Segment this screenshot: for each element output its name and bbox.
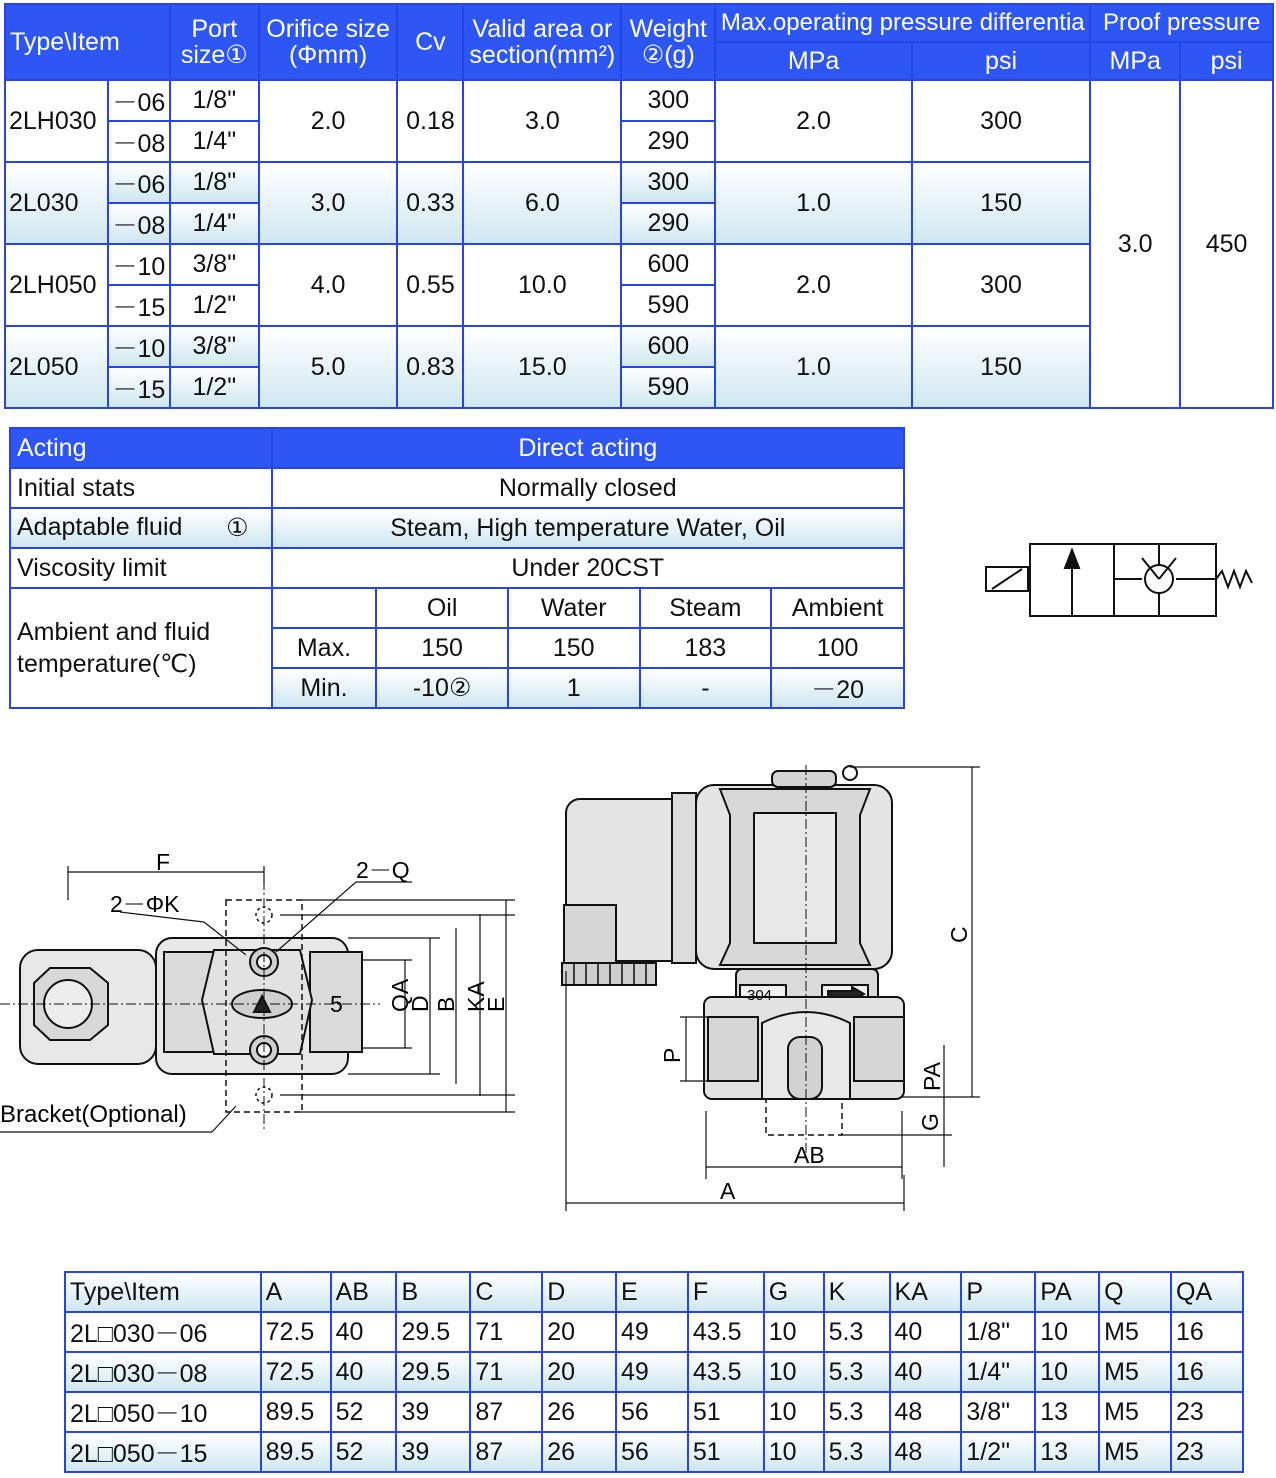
dims-cell: 23 bbox=[1171, 1392, 1243, 1432]
orifice-size: 2.0 bbox=[259, 80, 398, 162]
dim-label-ab: AB bbox=[794, 1142, 825, 1168]
temp-max-ambient: 100 bbox=[771, 628, 904, 668]
max-pressure-mpa: 1.0 bbox=[715, 162, 912, 244]
initial-stats-value: Normally closed bbox=[272, 468, 904, 508]
dim-label-qa: QA bbox=[387, 978, 413, 1012]
dims-header: P bbox=[961, 1272, 1035, 1312]
port-size: 1/2" bbox=[170, 285, 259, 326]
dims-cell: 56 bbox=[616, 1432, 688, 1472]
port-size: 1/4" bbox=[170, 203, 259, 244]
model-name: 2L050 bbox=[5, 326, 108, 408]
adaptable-fluid-note: ① bbox=[226, 514, 249, 542]
orifice-size: 3.0 bbox=[259, 162, 398, 244]
dims-header: QA bbox=[1171, 1272, 1243, 1312]
dims-cell: 89.5 bbox=[261, 1432, 331, 1472]
dims-cell: 40 bbox=[331, 1352, 397, 1392]
dims-cell: 89.5 bbox=[261, 1392, 331, 1432]
temp-min-oil: -10② bbox=[376, 668, 508, 708]
max-pressure-psi: 150 bbox=[912, 326, 1091, 408]
model-suffix: －10 bbox=[108, 244, 170, 285]
dim-label-b: B bbox=[433, 996, 459, 1012]
viscosity-value: Under 20CST bbox=[272, 548, 904, 588]
initial-stats-label: Initial stats bbox=[10, 468, 272, 508]
temperature-label-line1: Ambient and fluid bbox=[17, 617, 211, 646]
acting-value: Direct acting bbox=[272, 428, 904, 468]
dims-cell: 43.5 bbox=[688, 1352, 764, 1392]
valid-area: 6.0 bbox=[463, 162, 621, 244]
dims-cell: 87 bbox=[470, 1432, 542, 1472]
max-pressure-psi: 150 bbox=[912, 162, 1091, 244]
dims-cell: 23 bbox=[1171, 1432, 1243, 1472]
dims-cell: 49 bbox=[616, 1352, 688, 1392]
dims-cell: 26 bbox=[542, 1392, 616, 1432]
dims-header: C bbox=[470, 1272, 542, 1312]
dims-cell: 40 bbox=[890, 1352, 962, 1392]
dims-cell: 40 bbox=[331, 1312, 397, 1352]
max-pressure-psi: 300 bbox=[912, 80, 1091, 162]
model-suffix: －06 bbox=[108, 162, 170, 203]
dims-cell: 40 bbox=[890, 1312, 962, 1352]
weight: 600 bbox=[621, 244, 715, 285]
spring-icon bbox=[1216, 571, 1252, 587]
dim-label-five: 5 bbox=[330, 991, 343, 1017]
weight: 300 bbox=[621, 162, 715, 203]
dims-cell: 1/2" bbox=[961, 1432, 1035, 1472]
dims-cell: 1/8" bbox=[961, 1312, 1035, 1352]
model-suffix: －06 bbox=[108, 80, 170, 121]
dims-cell: 2L□050－15 bbox=[65, 1432, 261, 1472]
adaptable-fluid-text: Adaptable fluid bbox=[17, 513, 183, 541]
port-size: 1/4" bbox=[170, 121, 259, 162]
dims-header: Q bbox=[1099, 1272, 1171, 1312]
temp-min-water: 1 bbox=[508, 668, 640, 708]
dims-cell: 39 bbox=[396, 1392, 470, 1432]
dims-cell: 10 bbox=[1035, 1312, 1099, 1352]
header-cv: Cv bbox=[397, 4, 463, 80]
header-valid-area: Valid area or section(mm²) bbox=[463, 4, 621, 80]
dims-cell: 2L□030－08 bbox=[65, 1352, 261, 1392]
dims-header: F bbox=[688, 1272, 764, 1312]
dims-cell: 16 bbox=[1171, 1352, 1243, 1392]
dim-label-a: A bbox=[720, 1178, 736, 1204]
dims-cell: 5.3 bbox=[824, 1312, 890, 1352]
acting-label: Acting bbox=[10, 428, 272, 468]
temp-header-blank bbox=[272, 588, 377, 628]
dims-header: D bbox=[542, 1272, 616, 1312]
dims-cell: 1/4" bbox=[961, 1352, 1035, 1392]
table-row bbox=[65, 1432, 1243, 1472]
dims-cell: 10 bbox=[1035, 1352, 1099, 1392]
spec-table bbox=[4, 3, 1274, 409]
dim-label-q: 2－Q bbox=[356, 857, 410, 883]
temp-min-label: Min. bbox=[272, 668, 377, 708]
dims-cell: M5 bbox=[1099, 1352, 1171, 1392]
model-name: 2LH030 bbox=[5, 80, 108, 162]
dims-cell: 72.5 bbox=[261, 1352, 331, 1392]
header-proof-pressure: Proof pressure bbox=[1090, 4, 1273, 42]
dims-cell: 10 bbox=[764, 1312, 824, 1352]
side-view-drawing bbox=[540, 755, 980, 1215]
model-suffix: －15 bbox=[108, 367, 170, 408]
model-suffix: －08 bbox=[108, 203, 170, 244]
header-weight: Weight ②(g) bbox=[621, 4, 715, 80]
dims-cell: 3/8" bbox=[961, 1392, 1035, 1432]
dim-label-k: 2－ΦK bbox=[110, 891, 180, 917]
dims-cell: 51 bbox=[688, 1392, 764, 1432]
proof-pressure-psi: 450 bbox=[1180, 80, 1273, 408]
proof-pressure-mpa: 3.0 bbox=[1090, 80, 1180, 408]
dims-header: K bbox=[824, 1272, 890, 1312]
header-proof-psi: psi bbox=[1180, 42, 1273, 80]
temp-col-oil: Oil bbox=[376, 588, 508, 628]
max-pressure-mpa: 2.0 bbox=[715, 244, 912, 326]
dims-cell: 10 bbox=[764, 1392, 824, 1432]
dims-cell: 71 bbox=[470, 1352, 542, 1392]
dims-cell: 26 bbox=[542, 1432, 616, 1472]
model-suffix: －08 bbox=[108, 121, 170, 162]
temp-col-ambient: Ambient bbox=[771, 588, 904, 628]
dims-cell: 43.5 bbox=[688, 1312, 764, 1352]
table-row bbox=[65, 1352, 1243, 1392]
weight: 290 bbox=[621, 121, 715, 162]
dims-cell: M5 bbox=[1099, 1392, 1171, 1432]
temp-min-ambient: －20 bbox=[771, 668, 904, 708]
header-max-pressure: Max.operating pressure differentia bbox=[715, 4, 1090, 42]
dims-cell: 20 bbox=[542, 1352, 616, 1392]
dim-label-ka: KA bbox=[463, 981, 489, 1012]
dims-header: Type\Item bbox=[65, 1272, 261, 1312]
dims-cell: 56 bbox=[616, 1392, 688, 1432]
header-port-size: Port size① bbox=[170, 4, 259, 80]
dims-cell: 29.5 bbox=[396, 1352, 470, 1392]
dims-cell: 39 bbox=[396, 1432, 470, 1472]
model-suffix: －10 bbox=[108, 326, 170, 367]
dims-cell: 48 bbox=[890, 1392, 962, 1432]
dimensions-table bbox=[64, 1271, 1244, 1473]
max-pressure-mpa: 2.0 bbox=[715, 80, 912, 162]
dims-cell: 48 bbox=[890, 1432, 962, 1472]
orifice-size: 4.0 bbox=[259, 244, 398, 326]
dims-cell: 71 bbox=[470, 1312, 542, 1352]
dims-header-row bbox=[65, 1272, 1243, 1312]
port-size: 1/8" bbox=[170, 162, 259, 203]
dims-header: A bbox=[261, 1272, 331, 1312]
dims-cell: 29.5 bbox=[396, 1312, 470, 1352]
dims-cell: 5.3 bbox=[824, 1392, 890, 1432]
valve-symbol bbox=[980, 538, 1260, 624]
dims-cell: 49 bbox=[616, 1312, 688, 1352]
temp-col-steam: Steam bbox=[640, 588, 772, 628]
port-size: 3/8" bbox=[170, 326, 259, 367]
weight: 590 bbox=[621, 285, 715, 326]
weight: 590 bbox=[621, 367, 715, 408]
acting-table bbox=[9, 427, 905, 709]
dims-cell: 52 bbox=[331, 1432, 397, 1472]
dims-cell: 2L□050－10 bbox=[65, 1392, 261, 1432]
dim-label-c: C bbox=[946, 926, 972, 943]
dim-label-g: G bbox=[917, 1113, 943, 1131]
dims-header: B bbox=[396, 1272, 470, 1312]
dims-cell: 20 bbox=[542, 1312, 616, 1352]
weight: 300 bbox=[621, 80, 715, 121]
header-proof-mpa: MPa bbox=[1090, 42, 1180, 80]
dims-cell: 5.3 bbox=[824, 1432, 890, 1472]
dims-cell: 51 bbox=[688, 1432, 764, 1472]
dims-cell: 16 bbox=[1171, 1312, 1243, 1352]
temp-max-steam: 183 bbox=[640, 628, 772, 668]
temp-col-water: Water bbox=[508, 588, 640, 628]
temp-max-water: 150 bbox=[508, 628, 640, 668]
valid-area: 15.0 bbox=[463, 326, 621, 408]
dims-cell: M5 bbox=[1099, 1432, 1171, 1472]
temperature-label bbox=[10, 588, 272, 708]
adaptable-fluid-value: Steam, High temperature Water, Oil bbox=[272, 508, 904, 548]
table-row bbox=[65, 1392, 1243, 1432]
dims-header: PA bbox=[1035, 1272, 1099, 1312]
dims-header: E bbox=[616, 1272, 688, 1312]
dims-cell: 2L□030－06 bbox=[65, 1312, 261, 1352]
dims-cell: 72.5 bbox=[261, 1312, 331, 1352]
cv-value: 0.18 bbox=[397, 80, 463, 162]
dims-cell: 87 bbox=[470, 1392, 542, 1432]
model-name: 2LH050 bbox=[5, 244, 108, 326]
dims-cell: M5 bbox=[1099, 1312, 1171, 1352]
dims-header: AB bbox=[331, 1272, 397, 1312]
cv-value: 0.83 bbox=[397, 326, 463, 408]
bracket-side-outline bbox=[766, 1099, 842, 1135]
valid-area: 3.0 bbox=[463, 80, 621, 162]
port-size: 3/8" bbox=[170, 244, 259, 285]
dims-header: KA bbox=[890, 1272, 962, 1312]
header-type-item: Type\Item bbox=[5, 4, 170, 80]
max-pressure-mpa: 1.0 bbox=[715, 326, 912, 408]
dims-cell: 13 bbox=[1035, 1392, 1099, 1432]
dims-header: G bbox=[764, 1272, 824, 1312]
model-name: 2L030 bbox=[5, 162, 108, 244]
temperature-label-line2: temperature(℃) bbox=[17, 650, 197, 678]
bracket-label: Bracket(Optional) bbox=[0, 1101, 187, 1128]
header-psi: psi bbox=[912, 42, 1091, 80]
temp-max-label: Max. bbox=[272, 628, 377, 668]
viscosity-label: Viscosity limit bbox=[10, 548, 272, 588]
model-suffix: －15 bbox=[108, 285, 170, 326]
weight: 600 bbox=[621, 326, 715, 367]
dims-cell: 5.3 bbox=[824, 1352, 890, 1392]
max-pressure-psi: 300 bbox=[912, 244, 1091, 326]
cv-value: 0.55 bbox=[397, 244, 463, 326]
dim-label-p: P bbox=[659, 1047, 685, 1063]
dims-cell: 10 bbox=[764, 1352, 824, 1392]
dim-label-f: F bbox=[156, 849, 171, 875]
table-row bbox=[65, 1312, 1243, 1352]
header-orifice-size: Orifice size (Φmm) bbox=[259, 4, 398, 80]
weight: 290 bbox=[621, 203, 715, 244]
dim-label-e: E bbox=[483, 996, 509, 1012]
adaptable-fluid-label bbox=[10, 508, 272, 548]
dim-label-pa: PA bbox=[919, 1062, 945, 1091]
header-mpa: MPa bbox=[715, 42, 912, 80]
orifice-size: 5.0 bbox=[259, 326, 398, 408]
cv-value: 0.33 bbox=[397, 162, 463, 244]
temp-min-steam: - bbox=[640, 668, 772, 708]
dims-cell: 13 bbox=[1035, 1432, 1099, 1472]
dim-label-d: D bbox=[407, 995, 433, 1012]
dims-cell: 10 bbox=[764, 1432, 824, 1472]
valid-area: 10.0 bbox=[463, 244, 621, 326]
port-size: 1/8" bbox=[170, 80, 259, 121]
top-view-drawing bbox=[0, 840, 520, 1140]
dims-cell: 52 bbox=[331, 1392, 397, 1432]
temp-max-oil: 150 bbox=[376, 628, 508, 668]
port-size: 1/2" bbox=[170, 367, 259, 408]
mark-304: 304 bbox=[747, 987, 773, 1004]
